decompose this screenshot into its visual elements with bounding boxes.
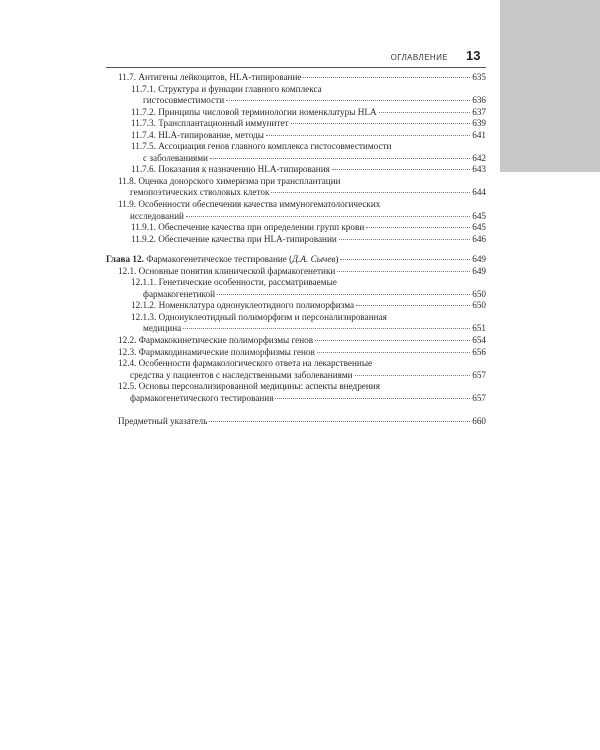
toc-entry[interactable]: 11.8. Оценка донорского химеризма при трансплантации гемопоэтических стволовых клеток 644 xyxy=(118,175,486,198)
toc-entry[interactable]: 12.1.2. Номенклатура однонуклеотидного полиморфизма 650 xyxy=(131,300,486,311)
toc-entry[interactable]: 12.1. Основные понятия клинической фармакогенетики 649 xyxy=(118,265,486,276)
toc-entry[interactable]: 12.5. Основы персонализированной медицины: аспекты внедрения фармакогенетического тестирования 657 xyxy=(118,381,486,403)
toc-page: 657 xyxy=(472,392,486,403)
running-header: ОГЛАВЛЕНИЕ xyxy=(390,53,448,62)
table-of-contents xyxy=(106,72,486,428)
toc-entry[interactable]: 12.2. Фармакокинетические полиморфизмы генов 654 xyxy=(118,335,486,346)
toc-page: 646 xyxy=(472,233,486,244)
toc-page: 643 xyxy=(472,164,486,175)
toc-chapter-entry[interactable]: Глава 12. Фармакогенетическое тестирование (Д.А. Сычев) 649 xyxy=(106,254,486,265)
toc-page: 644 xyxy=(472,187,486,198)
side-tab xyxy=(500,0,600,172)
toc-page: 649 xyxy=(472,254,486,265)
toc-entry[interactable]: 11.7. Антигены лейкоцитов, HLA-типирование 635 xyxy=(118,72,486,82)
toc-entry[interactable]: 12.3. Фармакодинамические полиморфизмы генов 656 xyxy=(118,346,486,357)
header-rule xyxy=(106,67,486,68)
toc-entry[interactable]: 11.9. Особенности обеспечения качества иммуногематологических исследований 645 xyxy=(118,199,486,221)
page-number: 13 xyxy=(466,48,481,63)
toc-page: 642 xyxy=(472,152,486,163)
toc-page: 637 xyxy=(472,106,486,117)
toc-page: 656 xyxy=(472,346,486,357)
chapter-author: Д.А. Сычев xyxy=(292,254,336,265)
toc-entry[interactable]: 11.7.6. Показания к назначению HLA-типирования 643 xyxy=(131,164,486,175)
toc-page: 645 xyxy=(472,222,486,233)
toc-page: 654 xyxy=(472,335,486,346)
toc-page: 651 xyxy=(472,323,486,334)
toc-entry[interactable]: 11.7.2. Принципы числовой терминологии номенклатуры HLA 637 xyxy=(131,106,486,117)
toc-page: 649 xyxy=(472,265,486,276)
toc-entry[interactable]: 11.7.5. Ассоциация генов главного комплекса гистосовместимости с заболеваниями 642 xyxy=(131,141,486,163)
toc-entry[interactable]: 12.1.3. Однонуклеотидный полиморфизм и персонализированная медицина 651 xyxy=(131,311,486,334)
toc-page: 650 xyxy=(472,300,486,311)
toc-entry[interactable]: 11.9.2. Обеспечение качества при HLA-типировании 646 xyxy=(131,233,486,244)
chapter-title: Фармакогенетическое тестирование ( xyxy=(146,254,293,265)
toc-page: 657 xyxy=(472,369,486,380)
toc-entry[interactable]: 11.7.3. Трансплантационный иммунитет 639 xyxy=(131,118,486,129)
toc-index-entry[interactable]: Предметный указатель 660 xyxy=(118,416,486,427)
toc-entry[interactable]: 11.7.4. HLA-типирование, методы 641 xyxy=(131,129,486,140)
toc-page: 639 xyxy=(472,118,486,129)
toc-page: 645 xyxy=(472,210,486,221)
toc-page: 660 xyxy=(472,416,486,427)
toc-entry[interactable]: 11.7.1. Структура и функции главного комплекса гистосовместимости 636 xyxy=(131,83,486,106)
chapter-label: Глава 12. xyxy=(106,254,144,265)
toc-page: 650 xyxy=(472,288,486,299)
toc-page: 641 xyxy=(472,129,486,140)
toc-entry[interactable]: 11.9.1. Обеспечение качества при определении групп крови 645 xyxy=(131,222,486,233)
toc-entry[interactable]: 12.1.1. Генетические особенности, рассматриваемые фармакогенетикой 650 xyxy=(131,277,486,299)
toc-page: 636 xyxy=(472,95,486,106)
toc-page: 635 xyxy=(472,72,486,82)
toc-entry[interactable]: 12.4. Особенности фармакологического ответа на лекарственные средства у пациентов с наследственными заболеваниями 657 xyxy=(118,358,486,380)
